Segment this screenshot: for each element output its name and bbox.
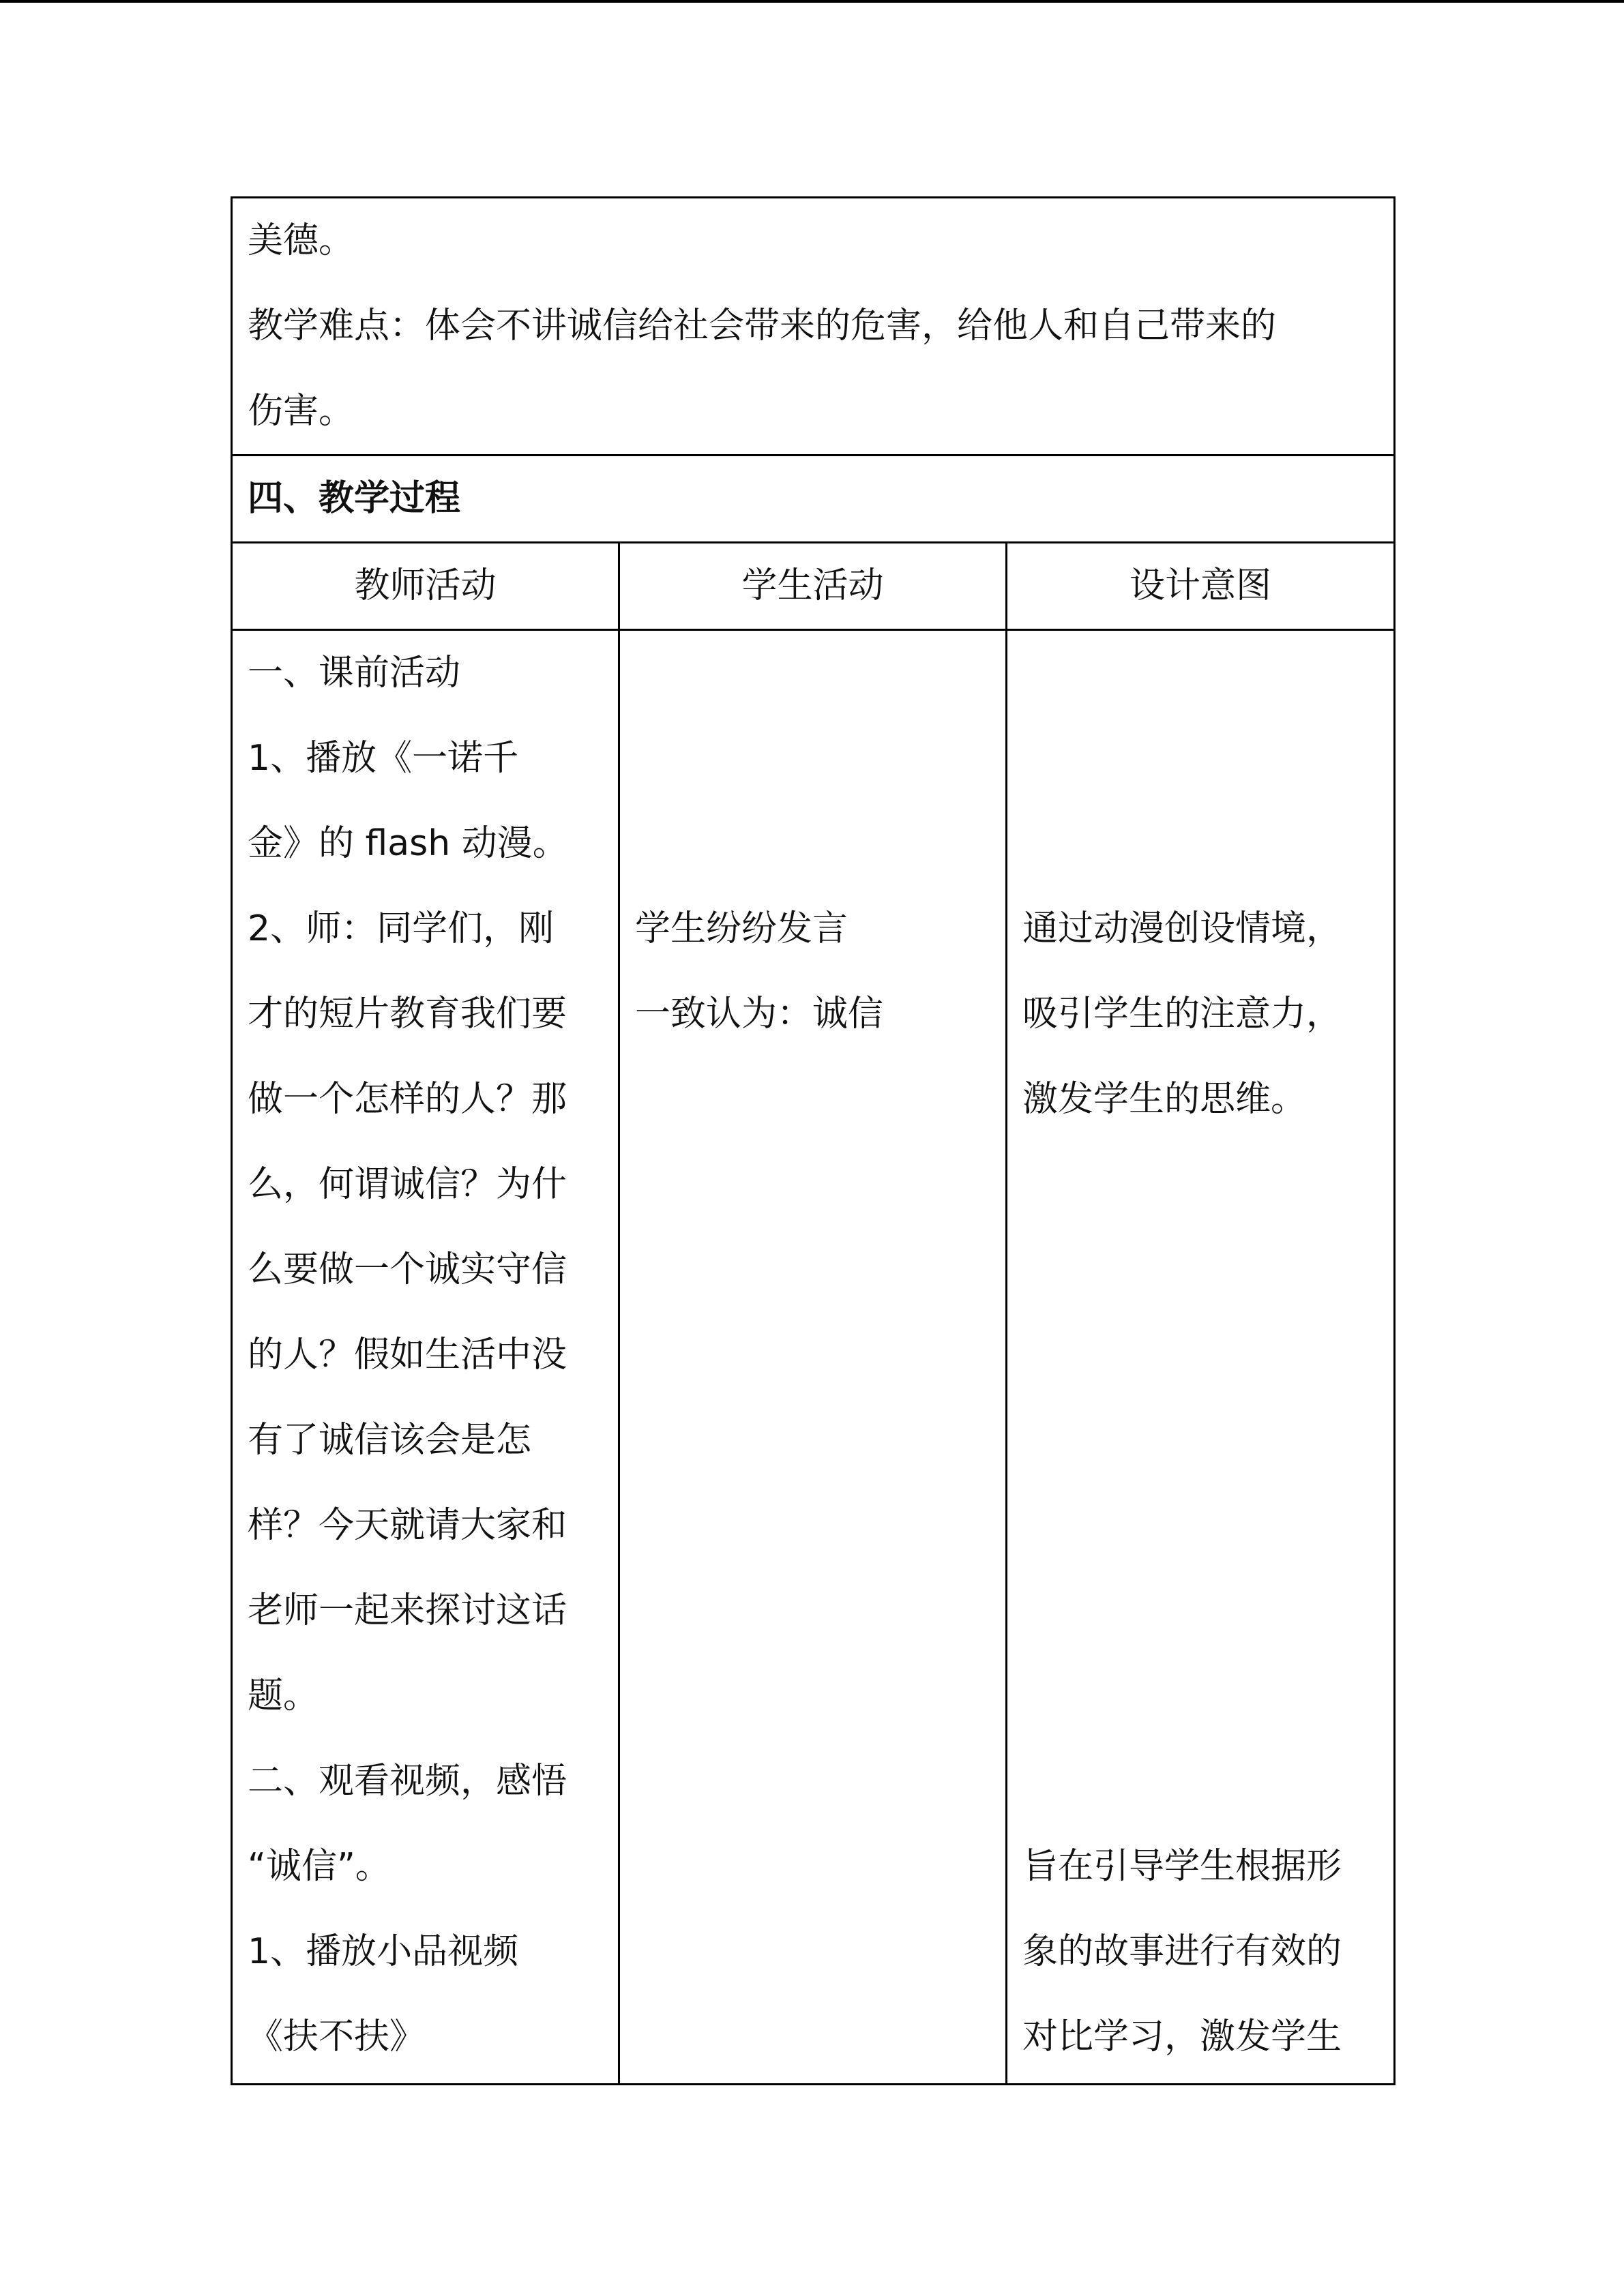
student-line: 学生纷纷发言 [635, 908, 848, 949]
teacher-line: 么，何谓诚信？为什 [248, 1164, 567, 1205]
teacher-line: 1、播放《一诺千 [248, 738, 519, 779]
objectives-row [232, 198, 1395, 456]
teacher-line: 二、观看视频，感悟 [248, 1761, 567, 1802]
student-activity-cell [619, 630, 1007, 2085]
objectives-line: 教学难点：体会不讲诚信给社会带来的危害，给他人和自己带来的 [248, 305, 1277, 346]
teacher-line: 的人？假如生活中没 [248, 1335, 567, 1375]
design-line: 激发学生的思维。 [1022, 1079, 1307, 1120]
design-spacer [1022, 631, 1378, 886]
design-intent-cell [1007, 630, 1395, 2085]
teacher-line: 么要做一个诚实守信 [248, 1249, 567, 1290]
student-line: 一致认为：诚信 [635, 994, 884, 1034]
page-top-border [0, 0, 1624, 3]
teacher-line: 2、师：同学们，刚 [248, 908, 555, 949]
column-header-row [232, 543, 1395, 630]
teacher-line: 老师一起来探讨这话 [248, 1590, 567, 1631]
objectives-line: 美德。 [248, 220, 355, 261]
design-line: 旨在引导学生根据形 [1022, 1846, 1342, 1887]
teacher-line: 才的短片教育我们要 [248, 994, 567, 1034]
header-teacher-activity: 教师活动 [232, 543, 619, 630]
student-spacer [635, 631, 990, 886]
teacher-line: 《扶不扶》 [248, 2016, 426, 2057]
teacher-line: 做一个怎样的人？那 [248, 1079, 567, 1120]
objectives-line: 伤害。 [248, 391, 355, 432]
section-row [232, 456, 1395, 543]
content-row [232, 630, 1395, 2085]
section-title: 四、教学过程 [232, 456, 1395, 543]
header-student-activity: 学生活动 [619, 543, 1007, 630]
teacher-activity-cell [232, 630, 619, 2085]
teacher-line: 题。 [248, 1675, 319, 1716]
design-line: 吸引学生的注意力， [1022, 994, 1342, 1034]
teacher-line: 1、播放小品视频 [248, 1931, 519, 1972]
teacher-line: 有了诚信该会是怎 [248, 1420, 532, 1461]
teacher-line: 一、课前活动 [248, 653, 461, 694]
design-line: 对比学习，激发学生 [1022, 2016, 1342, 2057]
design-line: 象的故事进行有效的 [1022, 1931, 1342, 1972]
teacher-line: 样？今天就请大家和 [248, 1505, 567, 1546]
lesson-plan-table [231, 196, 1396, 2085]
design-gap [1022, 1142, 1378, 1824]
design-line: 通过动漫创设情境， [1022, 908, 1342, 949]
header-design-intent: 设计意图 [1007, 543, 1395, 630]
teacher-line: “诚信”。 [248, 1846, 391, 1887]
objectives-cell [232, 198, 1395, 456]
teacher-line: 金》的 flash 动漫。 [248, 823, 568, 864]
